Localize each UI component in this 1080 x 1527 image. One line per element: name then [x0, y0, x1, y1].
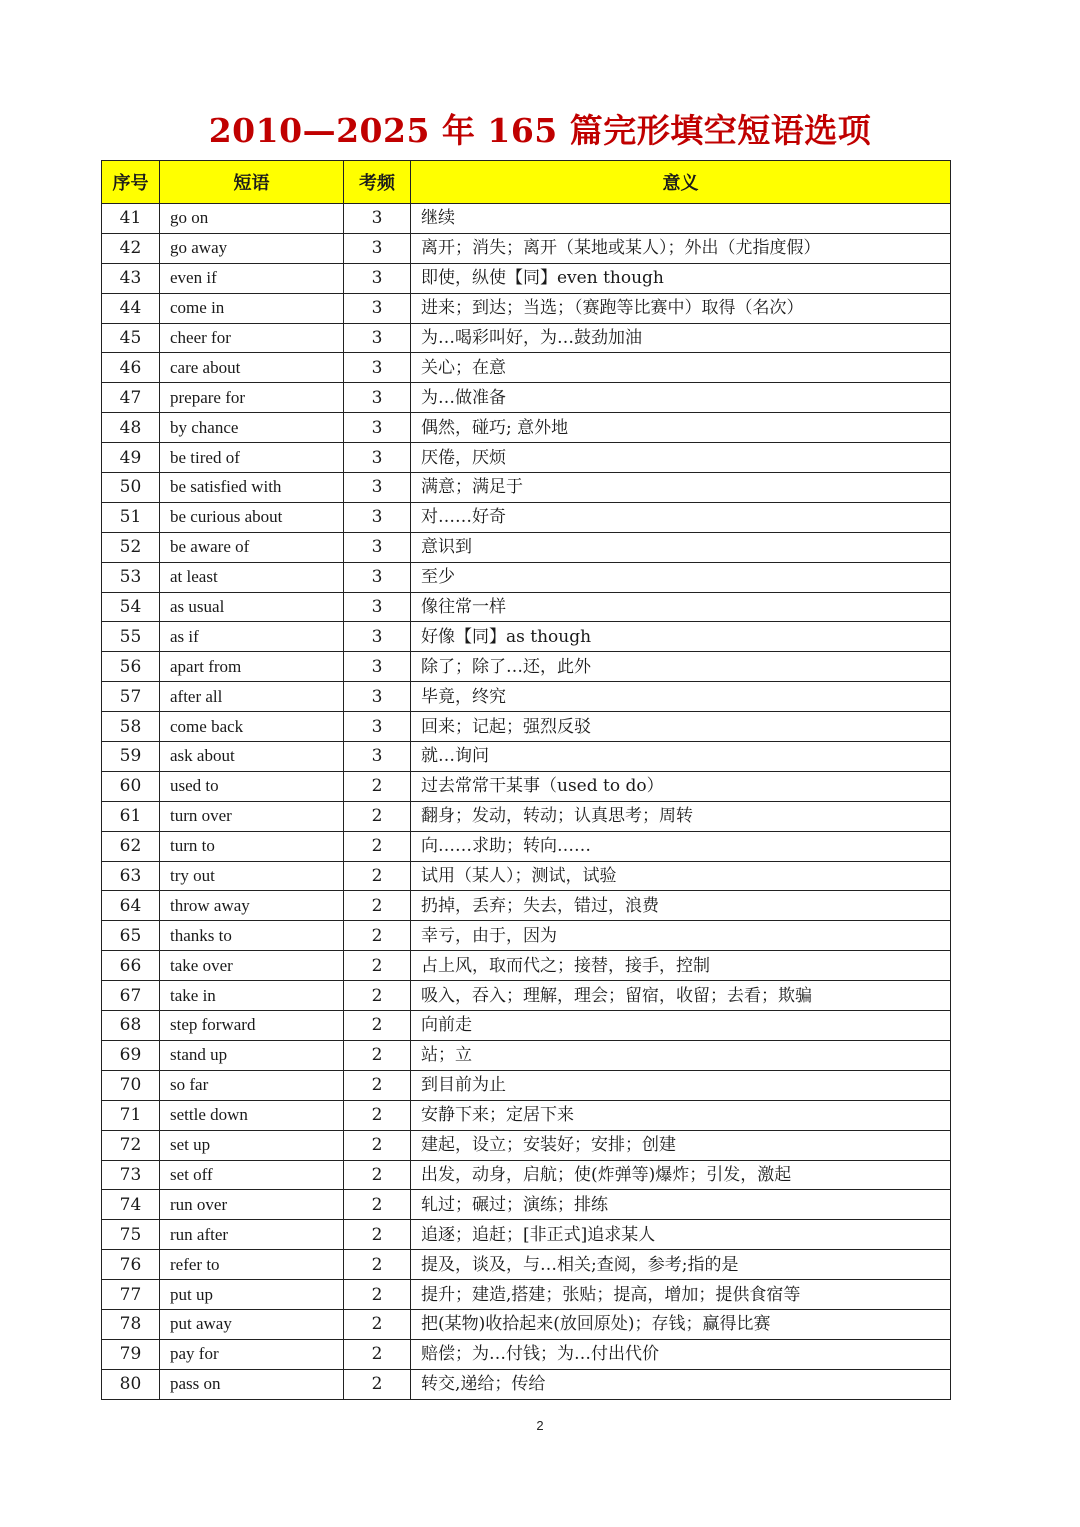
phrase-cell: come in [160, 293, 344, 323]
table-row [102, 562, 951, 592]
meaning-cell: 到目前为止 [411, 1070, 951, 1100]
table-row [102, 1190, 951, 1220]
table-row [102, 622, 951, 652]
phrase-cell: care about [160, 353, 344, 383]
row-number: 70 [102, 1070, 160, 1100]
phrase-cell: be curious about [160, 502, 344, 532]
table-row [102, 204, 951, 234]
table-row [102, 293, 951, 323]
frequency-cell: 3 [344, 233, 411, 263]
frequency-cell: 2 [344, 1339, 411, 1369]
row-number: 73 [102, 1160, 160, 1190]
phrase-cell: set off [160, 1160, 344, 1190]
table-row [102, 1040, 951, 1070]
row-number: 58 [102, 712, 160, 742]
frequency-cell: 3 [344, 263, 411, 293]
meaning-cell: 向……求助；转向…… [411, 831, 951, 861]
table-row [102, 682, 951, 712]
table-row [102, 981, 951, 1011]
row-number: 42 [102, 233, 160, 263]
frequency-cell: 3 [344, 712, 411, 742]
table-row [102, 831, 951, 861]
table-row [102, 323, 951, 353]
table-row [102, 861, 951, 891]
phrase-cell: go away [160, 233, 344, 263]
phrase-cell: come back [160, 712, 344, 742]
frequency-cell: 3 [344, 562, 411, 592]
table-row [102, 1160, 951, 1190]
row-number: 47 [102, 383, 160, 413]
meaning-cell: 向前走 [411, 1011, 951, 1041]
row-number: 76 [102, 1250, 160, 1280]
phrase-cell: turn to [160, 831, 344, 861]
phrase-cell: so far [160, 1070, 344, 1100]
frequency-cell: 2 [344, 801, 411, 831]
row-number: 63 [102, 861, 160, 891]
frequency-cell: 3 [344, 652, 411, 682]
meaning-cell: 回来；记起；强烈反驳 [411, 712, 951, 742]
phrase-cell: be tired of [160, 443, 344, 473]
frequency-cell: 2 [344, 1309, 411, 1339]
phrase-cell: take over [160, 951, 344, 981]
table-row [102, 652, 951, 682]
frequency-cell: 2 [344, 1011, 411, 1041]
phrase-cell: be aware of [160, 532, 344, 562]
table-row [102, 771, 951, 801]
row-number: 75 [102, 1220, 160, 1250]
meaning-cell: 意识到 [411, 532, 951, 562]
meaning-cell: 进来；到达；当选；（赛跑等比赛中）取得（名次） [411, 293, 951, 323]
meaning-cell: 试用（某人）；测试，试验 [411, 861, 951, 891]
meaning-cell: 建起，设立；安装好；安排；创建 [411, 1130, 951, 1160]
phrase-cell: used to [160, 771, 344, 801]
meaning-cell: 翻身；发动，转动；认真思考；周转 [411, 801, 951, 831]
frequency-cell: 2 [344, 831, 411, 861]
frequency-cell: 3 [344, 682, 411, 712]
phrase-cell: apart from [160, 652, 344, 682]
table-row [102, 1369, 951, 1399]
frequency-cell: 2 [344, 771, 411, 801]
phrase-cell: pay for [160, 1339, 344, 1369]
page-title: 2010—2025 年 165 篇完形填空短语选项 [208, 111, 872, 150]
meaning-cell: 继续 [411, 204, 951, 234]
meaning-cell: 过去常常干某事（used to do） [411, 771, 951, 801]
table-row [102, 353, 951, 383]
phrase-cell: by chance [160, 413, 344, 443]
phrase-cell: after all [160, 682, 344, 712]
frequency-cell: 3 [344, 502, 411, 532]
frequency-cell: 3 [344, 742, 411, 772]
phrase-cell: throw away [160, 891, 344, 921]
header-phrase: 短语 [160, 161, 344, 204]
row-number: 49 [102, 443, 160, 473]
table-row [102, 1250, 951, 1280]
phrase-cell: even if [160, 263, 344, 293]
phrase-cell: cheer for [160, 323, 344, 353]
meaning-cell: 为…喝彩叫好，为…鼓劲加油 [411, 323, 951, 353]
row-number: 74 [102, 1190, 160, 1220]
frequency-cell: 3 [344, 204, 411, 234]
meaning-cell: 赔偿；为…付钱；为…付出代价 [411, 1339, 951, 1369]
frequency-cell: 2 [344, 981, 411, 1011]
row-number: 59 [102, 742, 160, 772]
meaning-cell: 扔掉，丢弃；失去，错过，浪费 [411, 891, 951, 921]
phrase-cell: thanks to [160, 921, 344, 951]
phrase-cell: turn over [160, 801, 344, 831]
header-no: 序号 [102, 161, 160, 204]
phrase-cell: run after [160, 1220, 344, 1250]
table-row [102, 413, 951, 443]
phrase-cell: run over [160, 1190, 344, 1220]
meaning-cell: 至少 [411, 562, 951, 592]
meaning-cell: 转交,递给；传给 [411, 1369, 951, 1399]
row-number: 54 [102, 592, 160, 622]
row-number: 55 [102, 622, 160, 652]
frequency-cell: 3 [344, 473, 411, 503]
table-header-row [102, 161, 951, 204]
table-row [102, 1130, 951, 1160]
meaning-cell: 把(某物)收拾起来(放回原处)；存钱；赢得比赛 [411, 1309, 951, 1339]
table-row [102, 1220, 951, 1250]
frequency-cell: 2 [344, 1250, 411, 1280]
row-number: 72 [102, 1130, 160, 1160]
meaning-cell: 追逐；追赶；[非正式]追求某人 [411, 1220, 951, 1250]
frequency-cell: 3 [344, 622, 411, 652]
phrase-cell: ask about [160, 742, 344, 772]
row-number: 50 [102, 473, 160, 503]
meaning-cell: 幸亏，由于，因为 [411, 921, 951, 951]
frequency-cell: 2 [344, 1130, 411, 1160]
phrase-cell: prepare for [160, 383, 344, 413]
table-row [102, 1100, 951, 1130]
row-number: 71 [102, 1100, 160, 1130]
frequency-cell: 2 [344, 1220, 411, 1250]
header-freq: 考频 [344, 161, 411, 204]
row-number: 53 [102, 562, 160, 592]
frequency-cell: 2 [344, 951, 411, 981]
frequency-cell: 2 [344, 1040, 411, 1070]
frequency-cell: 2 [344, 1190, 411, 1220]
row-number: 60 [102, 771, 160, 801]
phrase-cell: go on [160, 204, 344, 234]
row-number: 41 [102, 204, 160, 234]
row-number: 80 [102, 1369, 160, 1399]
table-row [102, 742, 951, 772]
table-row [102, 383, 951, 413]
row-number: 77 [102, 1280, 160, 1310]
table-row [102, 592, 951, 622]
row-number: 51 [102, 502, 160, 532]
frequency-cell: 3 [344, 293, 411, 323]
table-row [102, 921, 951, 951]
phrase-cell: put up [160, 1280, 344, 1310]
row-number: 68 [102, 1011, 160, 1041]
table-row [102, 801, 951, 831]
table-row [102, 951, 951, 981]
frequency-cell: 3 [344, 353, 411, 383]
row-number: 52 [102, 532, 160, 562]
frequency-cell: 3 [344, 443, 411, 473]
frequency-cell: 2 [344, 861, 411, 891]
row-number: 43 [102, 263, 160, 293]
frequency-cell: 2 [344, 1369, 411, 1399]
row-number: 62 [102, 831, 160, 861]
meaning-cell: 提升；建造,搭建；张贴；提高，增加；提供食宿等 [411, 1280, 951, 1310]
meaning-cell: 即使，纵使【同】even though [411, 263, 951, 293]
table-row [102, 1309, 951, 1339]
frequency-cell: 3 [344, 592, 411, 622]
phrase-cell: as usual [160, 592, 344, 622]
meaning-cell: 关心；在意 [411, 353, 951, 383]
meaning-cell: 偶然，碰巧; 意外地 [411, 413, 951, 443]
frequency-cell: 2 [344, 891, 411, 921]
row-number: 61 [102, 801, 160, 831]
table-row [102, 1011, 951, 1041]
table-row [102, 712, 951, 742]
row-number: 46 [102, 353, 160, 383]
phrase-cell: take in [160, 981, 344, 1011]
row-number: 78 [102, 1309, 160, 1339]
phrase-cell: settle down [160, 1100, 344, 1130]
phrase-table [101, 160, 951, 1400]
frequency-cell: 3 [344, 383, 411, 413]
meaning-cell: 占上风，取而代之；接替，接手，控制 [411, 951, 951, 981]
table-row [102, 891, 951, 921]
meaning-cell: 对……好奇 [411, 502, 951, 532]
phrase-cell: stand up [160, 1040, 344, 1070]
phrase-cell: refer to [160, 1250, 344, 1280]
meaning-cell: 除了；除了…还，此外 [411, 652, 951, 682]
meaning-cell: 厌倦，厌烦 [411, 443, 951, 473]
table-row [102, 1280, 951, 1310]
row-number: 79 [102, 1339, 160, 1369]
meaning-cell: 为…做准备 [411, 383, 951, 413]
frequency-cell: 3 [344, 532, 411, 562]
row-number: 57 [102, 682, 160, 712]
row-number: 66 [102, 951, 160, 981]
table-row [102, 443, 951, 473]
phrase-cell: step forward [160, 1011, 344, 1041]
table-row [102, 1070, 951, 1100]
meaning-cell: 像往常一样 [411, 592, 951, 622]
table-row [102, 1339, 951, 1369]
meaning-cell: 毕竟，终究 [411, 682, 951, 712]
meaning-cell: 出发，动身，启航；使(炸弹等)爆炸；引发，激起 [411, 1160, 951, 1190]
row-number: 56 [102, 652, 160, 682]
meaning-cell: 满意；满足于 [411, 473, 951, 503]
table-body [102, 204, 951, 1400]
table-row [102, 473, 951, 503]
row-number: 69 [102, 1040, 160, 1070]
phrase-cell: pass on [160, 1369, 344, 1399]
meaning-cell: 安静下来；定居下来 [411, 1100, 951, 1130]
frequency-cell: 2 [344, 1100, 411, 1130]
table-row [102, 502, 951, 532]
table-row [102, 532, 951, 562]
frequency-cell: 2 [344, 921, 411, 951]
phrase-cell: set up [160, 1130, 344, 1160]
meaning-cell: 提及，谈及，与…相关;查阅，参考;指的是 [411, 1250, 951, 1280]
frequency-cell: 3 [344, 413, 411, 443]
phrase-cell: as if [160, 622, 344, 652]
phrase-cell: at least [160, 562, 344, 592]
row-number: 48 [102, 413, 160, 443]
frequency-cell: 2 [344, 1070, 411, 1100]
row-number: 45 [102, 323, 160, 353]
table-row [102, 263, 951, 293]
header-meaning: 意义 [411, 161, 951, 204]
meaning-cell: 轧过；碾过；演练；排练 [411, 1190, 951, 1220]
row-number: 65 [102, 921, 160, 951]
meaning-cell: 站；立 [411, 1040, 951, 1070]
frequency-cell: 3 [344, 323, 411, 353]
phrase-cell: put away [160, 1309, 344, 1339]
row-number: 64 [102, 891, 160, 921]
row-number: 44 [102, 293, 160, 323]
row-number: 67 [102, 981, 160, 1011]
frequency-cell: 2 [344, 1280, 411, 1310]
page-number: 2 [536, 1418, 544, 1433]
meaning-cell: 好像【同】as though [411, 622, 951, 652]
phrase-cell: be satisfied with [160, 473, 344, 503]
meaning-cell: 就…询问 [411, 742, 951, 772]
frequency-cell: 2 [344, 1160, 411, 1190]
phrase-cell: try out [160, 861, 344, 891]
meaning-cell: 离开；消失；离开（某地或某人）；外出（尤指度假） [411, 233, 951, 263]
table-row [102, 233, 951, 263]
meaning-cell: 吸入，吞入；理解，理会；留宿，收留；去看；欺骗 [411, 981, 951, 1011]
